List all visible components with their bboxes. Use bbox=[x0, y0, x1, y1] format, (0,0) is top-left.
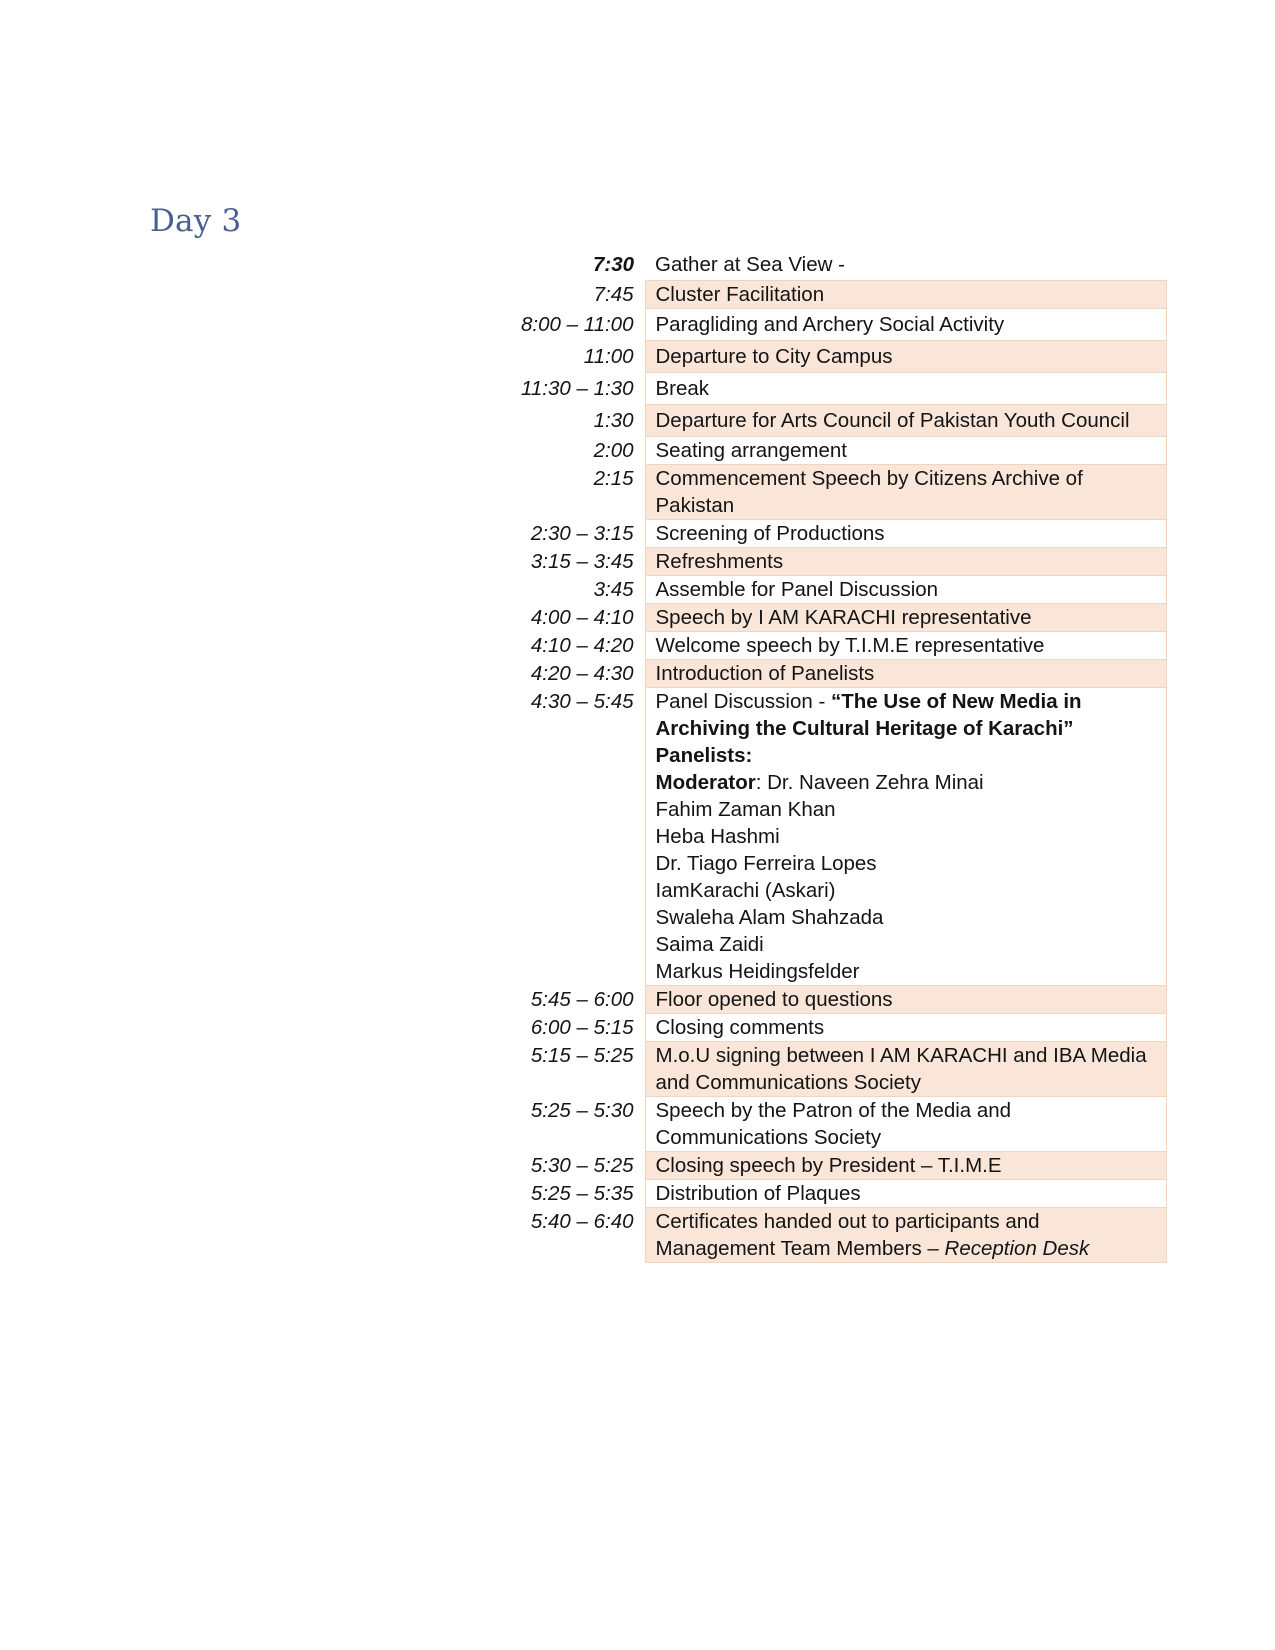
time-cell: 4:30 – 5:45 bbox=[150, 688, 645, 986]
panelist-name: Saima Zaidi bbox=[655, 933, 764, 956]
schedule-row bbox=[150, 986, 1166, 1014]
panelists-label: Panelists: bbox=[655, 744, 753, 767]
activity-cell: Break bbox=[645, 373, 1166, 405]
time-cell: 4:10 – 4:20 bbox=[150, 632, 645, 660]
time-cell: 5:25 – 5:30 bbox=[150, 1097, 645, 1152]
activity-cell: Speech by the Patron of the Media and Communications Society bbox=[645, 1097, 1166, 1152]
activity-cell: Departure for Arts Council of Pakistan Youth Council bbox=[645, 405, 1166, 437]
schedule-row bbox=[150, 465, 1166, 520]
schedule-row bbox=[150, 1014, 1166, 1042]
schedule-row bbox=[150, 520, 1166, 548]
time-cell: 4:20 – 4:30 bbox=[150, 660, 645, 688]
activity-cell: Cluster Facilitation bbox=[645, 281, 1166, 309]
time-cell: 5:15 – 5:25 bbox=[150, 1042, 645, 1097]
panelist-name: Fahim Zaman Khan bbox=[655, 798, 836, 821]
activity-cell: Seating arrangement bbox=[645, 437, 1166, 465]
activity-cell: Introduction of Panelists bbox=[645, 660, 1166, 688]
panelist-name: IamKarachi (Askari) bbox=[655, 879, 836, 902]
activity-cell: Closing comments bbox=[645, 1014, 1166, 1042]
schedule-row bbox=[150, 437, 1166, 465]
activity-cell: Gather at Sea View - bbox=[645, 250, 1166, 281]
panel-title: “The Use of New Media in Archiving the Cultural Heritage of Karachi” bbox=[655, 690, 1082, 740]
schedule-row bbox=[150, 1097, 1166, 1152]
activity-cell: Floor opened to questions bbox=[645, 986, 1166, 1014]
activity-cell: M.o.U signing between I AM KARACHI and IBA Media and Communications Society bbox=[645, 1042, 1166, 1097]
time-cell: 3:15 – 3:45 bbox=[150, 548, 645, 576]
activity-cell bbox=[645, 1208, 1166, 1263]
time-cell: 8:00 – 11:00 bbox=[150, 309, 645, 341]
time-cell: 5:25 – 5:35 bbox=[150, 1180, 645, 1208]
time-cell: 5:45 – 6:00 bbox=[150, 986, 645, 1014]
moderator-line bbox=[656, 769, 1156, 796]
page-title: Day 3 bbox=[150, 203, 242, 239]
activity-cell-panel bbox=[645, 688, 1166, 986]
schedule-row bbox=[150, 632, 1166, 660]
activity-cell: Speech by I AM KARACHI representative bbox=[645, 604, 1166, 632]
activity-cell: Screening of Productions bbox=[645, 520, 1166, 548]
moderator-label: Moderator bbox=[655, 771, 756, 794]
schedule-row bbox=[150, 1180, 1166, 1208]
schedule-row bbox=[150, 604, 1166, 632]
panelist-name: Markus Heidingsfelder bbox=[655, 960, 860, 983]
time-cell: 2:15 bbox=[150, 465, 645, 520]
panelist-name: Swaleha Alam Shahzada bbox=[655, 906, 884, 929]
schedule-row bbox=[150, 1152, 1166, 1180]
activity-cell: Closing speech by President – T.I.M.E bbox=[645, 1152, 1166, 1180]
schedule-row bbox=[150, 405, 1166, 437]
schedule-row bbox=[150, 660, 1166, 688]
schedule-row bbox=[150, 373, 1166, 405]
schedule-row bbox=[150, 250, 1166, 281]
schedule-row bbox=[150, 309, 1166, 341]
schedule-table bbox=[150, 250, 1167, 1263]
time-cell: 5:40 – 6:40 bbox=[150, 1208, 645, 1263]
activity-cell: Departure to City Campus bbox=[645, 341, 1166, 373]
time-cell: 2:30 – 3:15 bbox=[150, 520, 645, 548]
activity-cell: Refreshments bbox=[645, 548, 1166, 576]
time-cell: 6:00 – 5:15 bbox=[150, 1014, 645, 1042]
panel-prefix: Panel Discussion - bbox=[655, 690, 831, 713]
schedule-row bbox=[150, 1042, 1166, 1097]
activity-cell: Assemble for Panel Discussion bbox=[645, 576, 1166, 604]
schedule-row bbox=[150, 341, 1166, 373]
time-cell: 5:30 – 5:25 bbox=[150, 1152, 645, 1180]
activity-cell: Distribution of Plaques bbox=[645, 1180, 1166, 1208]
time-cell: 2:00 bbox=[150, 437, 645, 465]
time-cell: 7:45 bbox=[150, 281, 645, 309]
time-cell: 3:45 bbox=[150, 576, 645, 604]
schedule-row bbox=[150, 281, 1166, 309]
activity-cell: Paragliding and Archery Social Activity bbox=[645, 309, 1166, 341]
activity-text: Certificates handed out to participants and Management Team Members – bbox=[655, 1210, 1040, 1260]
time-cell: 7:30 bbox=[150, 250, 645, 281]
activity-cell: Commencement Speech by Citizens Archive of Pakistan bbox=[645, 465, 1166, 520]
schedule-row bbox=[150, 548, 1166, 576]
time-cell: 11:30 – 1:30 bbox=[150, 373, 645, 405]
moderator-name: : Dr. Naveen Zehra Minai bbox=[755, 771, 984, 794]
activity-cell: Welcome speech by T.I.M.E representative bbox=[645, 632, 1166, 660]
schedule-row-panel-discussion bbox=[150, 688, 1166, 986]
schedule-row bbox=[150, 1208, 1166, 1263]
time-cell: 4:00 – 4:10 bbox=[150, 604, 645, 632]
panelist-name: Heba Hashmi bbox=[655, 825, 780, 848]
time-cell: 11:00 bbox=[150, 341, 645, 373]
time-cell: 1:30 bbox=[150, 405, 645, 437]
schedule-row bbox=[150, 576, 1166, 604]
panelist-name: Dr. Tiago Ferreira Lopes bbox=[655, 852, 877, 875]
activity-location: Reception Desk bbox=[944, 1237, 1090, 1260]
